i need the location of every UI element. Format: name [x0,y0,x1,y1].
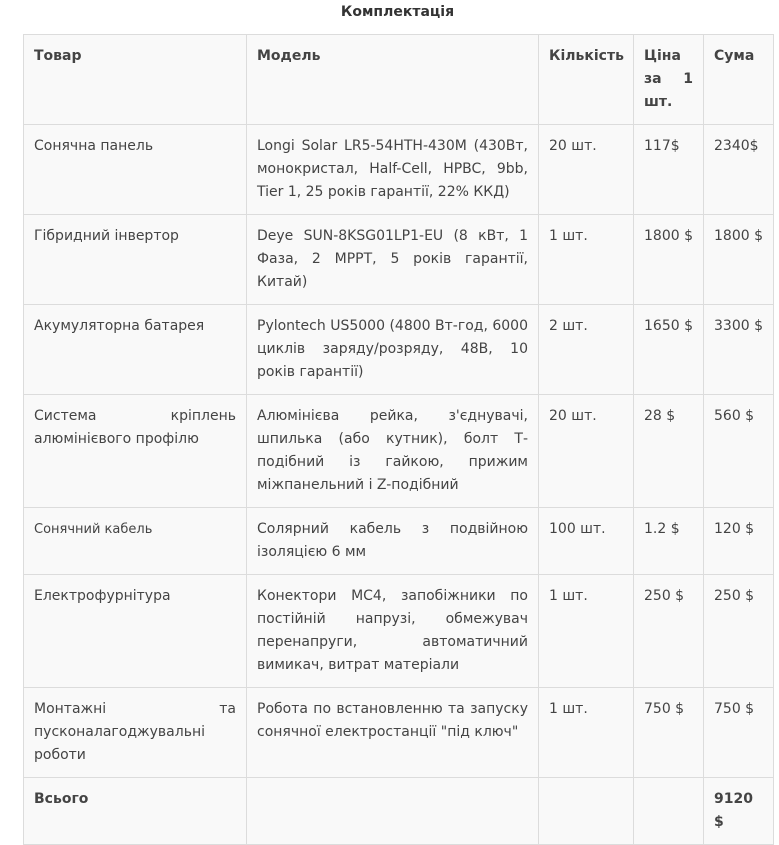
cell-model: Солярний кабель з подвійною ізоляцією 6 мм [247,508,539,575]
cell-price: 1800 $ [634,215,704,305]
cell-product: Сонячна панель [24,125,247,215]
cell-quantity: 100 шт. [539,508,634,575]
header-sum: Сума [704,35,774,125]
table-row [24,395,774,508]
cell-sum: 750 $ [704,688,774,778]
cell-model: Робота по встановленню та запуску сонячної електростанції "під ключ" [247,688,539,778]
total-sum: 9120 $ [704,778,774,845]
equipment-table [23,34,774,845]
cell-product: Гібридний інвертор [24,215,247,305]
cell-product: Акумуляторна батарея [24,305,247,395]
cell-product: Сонячний кабель [24,508,247,575]
cell-price: 1650 $ [634,305,704,395]
cell-model: Алюмінієва рейка, з'єднувачі, шпилька (або кутник), болт Т-подібний із гайкою, прижим міжпанельний і Z-подібний [247,395,539,508]
cell-empty [247,778,539,845]
cell-quantity: 20 шт. [539,125,634,215]
cell-product: Монтажні та пусконалагоджувальні роботи [24,688,247,778]
cell-sum: 120 $ [704,508,774,575]
table-row [24,508,774,575]
table-row [24,575,774,688]
cell-model: Deye SUN-8KSG01LP1-EU (8 кВт, 1 Фаза, 2 MPPT, 5 років гарантії, Китай) [247,215,539,305]
cell-product: Електрофурнітура [24,575,247,688]
cell-model: Longi Solar LR5-54HTH-430M (430Вт, монокристал, Half-Cell, HPBC, 9bb, Tier 1, 25 років гарантії, 22% ККД) [247,125,539,215]
header-quantity: Кількість [539,35,634,125]
cell-sum: 2340$ [704,125,774,215]
table-caption: Комплектація [340,4,455,20]
cell-price: 28 $ [634,395,704,508]
table-row [24,305,774,395]
header-price: Ціна за 1 шт. [634,35,704,125]
cell-quantity: 1 шт. [539,575,634,688]
cell-quantity: 1 шт. [539,688,634,778]
cell-empty [634,778,704,845]
cell-sum: 3300 $ [704,305,774,395]
cell-model: Конектори МС4, запобіжники по постійній напрузі, обмежувач перенапруги, автоматичний вимикач, витрат матеріали [247,575,539,688]
cell-sum: 1800 $ [704,215,774,305]
cell-price: 750 $ [634,688,704,778]
cell-quantity: 2 шт. [539,305,634,395]
header-product: Товар [24,35,247,125]
cell-quantity: 20 шт. [539,395,634,508]
cell-product: Система кріплень алюмінієвого профілю [24,395,247,508]
table-header-row [24,35,774,125]
header-model: Модель [247,35,539,125]
total-row [24,778,774,845]
cell-empty [539,778,634,845]
cell-price: 1.2 $ [634,508,704,575]
cell-sum: 560 $ [704,395,774,508]
table-row [24,215,774,305]
table-row [24,688,774,778]
total-label: Всього [24,778,247,845]
cell-price: 250 $ [634,575,704,688]
cell-price: 117$ [634,125,704,215]
cell-model: Pylontech US5000 (4800 Вт-год, 6000 циклів заряду/розряду, 48В, 10 років гарантії) [247,305,539,395]
cell-quantity: 1 шт. [539,215,634,305]
cell-sum: 250 $ [704,575,774,688]
table-row [24,125,774,215]
